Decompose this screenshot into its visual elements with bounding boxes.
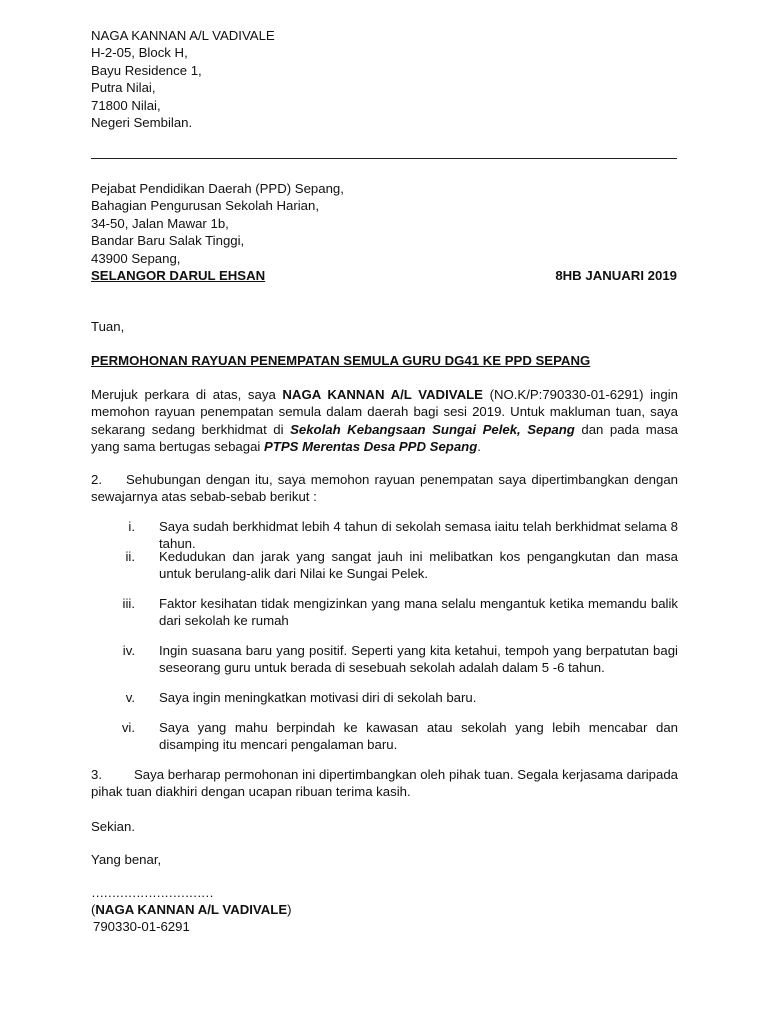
intro-paragraph: [91, 386, 678, 456]
paren-close: ): [287, 902, 292, 917]
recipient-line: Bahagian Pengurusan Sekolah Harian,: [91, 198, 320, 214]
paragraph-text: Saya berharap permohonan ini dipertimbangkan oleh pihak tuan. Segala kerjasama daripada pihak tuan diakhiri dengan ucapan ribuan terima kasih.: [91, 767, 678, 800]
reason-item: [91, 689, 678, 706]
sender-line: Bayu Residence 1,: [91, 62, 202, 78]
sender-line: Negeri Sembilan.: [91, 114, 193, 130]
reason-number: v.: [125, 690, 135, 705]
sender-line: Putra Nilai,: [91, 80, 156, 96]
recipient-state: SELANGOR DARUL EHSAN: [91, 267, 266, 283]
recipient-line: 34-50, Jalan Mawar 1b,: [91, 215, 229, 231]
recipient-line: 43900 Sepang,: [91, 250, 181, 266]
paragraph-text: Sehubungan dengan itu, saya memohon rayuan penempatan saya dipertimbangkan dengan sewajarnya atas sebab-sebab berikut :: [91, 472, 678, 505]
intro-text: (NO.K/P:790330-01-6291) ingin memohon rayuan penempatan semula dalam daerah bagi sesi 2019. Untuk makluman tuan, saya sekarang sedang berkhidmat di: [91, 387, 678, 437]
reason-number: iv.: [122, 643, 135, 658]
intro-text: .: [477, 439, 481, 455]
closing-yang-benar: Yang benar,: [91, 852, 162, 867]
reason-text: Ingin suasana baru yang positif. Seperti yang kita ketahui, tempoh yang berpatutan bagi seseorang guru untuk berada di sesebuah sekolah adalah dalam 5 -6 tahun.: [159, 643, 678, 676]
recipient-line: Bandar Baru Salak Tinggi,: [91, 233, 245, 249]
signatory-ic: 790330-01-6291: [93, 919, 190, 934]
intro-text: Merujuk perkara di atas, saya: [91, 387, 283, 402]
reason-number: iii.: [122, 596, 135, 611]
signature-line: …………………………: [91, 885, 213, 900]
recipient-address: [91, 180, 344, 284]
reason-text: Saya ingin meningkatkan motivasi diri di sekolah baru.: [159, 690, 477, 705]
reason-item: [91, 642, 678, 677]
sender-line: 71800 Nilai,: [91, 97, 161, 113]
letter-date: 8HB JANUARI 2019: [555, 268, 677, 283]
paren-open: (: [91, 902, 96, 917]
applicant-name: NAGA KANNAN A/L VADIVALE: [282, 387, 483, 402]
letter-subject: PERMOHONAN RAYUAN PENEMPATAN SEMULA GURU DG41 KE PPD SEPANG: [91, 353, 591, 368]
reason-number: ii.: [125, 549, 135, 564]
paragraph-number: 3.: [91, 767, 102, 782]
sender-line: H-2-05, Block H,: [91, 45, 188, 61]
paragraph-3: [91, 766, 678, 801]
paragraph-number: 2.: [91, 472, 102, 487]
reason-text: Saya sudah berkhidmat lebih 4 tahun di sekolah semasa iaitu telah berkhidmat selama 8 tahun.: [159, 519, 678, 552]
sender-line: NAGA KANNAN A/L VADIVALE: [91, 28, 275, 43]
signatory-name: [91, 901, 292, 918]
separator-line: [91, 158, 677, 159]
sender-address: [91, 27, 275, 131]
reason-number: vi.: [121, 720, 135, 735]
salutation: Tuan,: [91, 319, 125, 334]
reason-text: Faktor kesihatan tidak mengizinkan yang mana selalu mengantuk ketika memandu balik dari sekolah ke rumah: [159, 596, 678, 629]
reason-text: Kedudukan dan jarak yang sangat jauh ini melibatkan kos pengangkutan dan masa untuk berulang-alik dari Nilai ke Sungai Pelek.: [159, 549, 678, 582]
paragraph-2: [91, 471, 678, 506]
closing-sekian: Sekian.: [91, 819, 135, 834]
intro-text: dan pada masa yang sama bertugas sebagai: [91, 421, 678, 455]
current-role: PTPS Merentas Desa PPD Sepang: [264, 439, 478, 455]
current-school: Sekolah Kebangsaan Sungai Pelek, Sepang: [290, 421, 575, 437]
signatory-name-text: NAGA KANNAN A/L VADIVALE: [95, 902, 288, 917]
reason-item: [91, 719, 678, 754]
reason-item: [91, 548, 678, 583]
reason-text: Saya yang mahu berpindah ke kawasan atau sekolah yang lebih mencabar dan disamping itu mencari pengalaman baru.: [159, 720, 678, 753]
reason-item: [91, 595, 678, 630]
reason-number: i.: [128, 519, 135, 534]
recipient-line: Pejabat Pendidikan Daerah (PPD) Sepang,: [91, 181, 344, 196]
